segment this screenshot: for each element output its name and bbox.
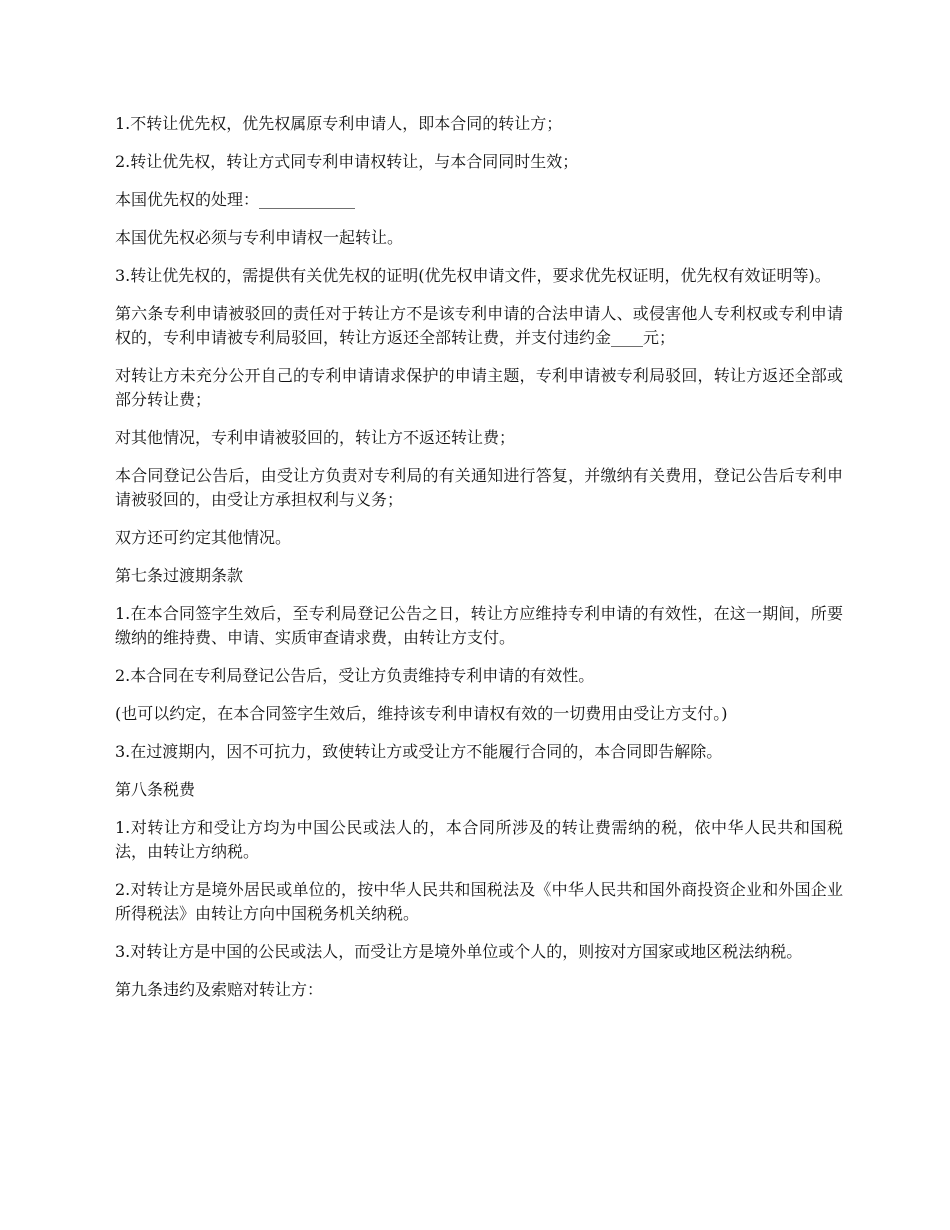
paragraph-transition-2: 2.本合同在专利局登记公告后，受让方负责维持专利申请的有效性。 [115, 666, 595, 685]
paragraph-article-6: 第六条专利申请被驳回的责任对于转让方不是该专利申请的合法申请人、或侵害他人专利权或专利申请权的，专利申请被专利局驳回，转让方返还全部转让费，并支付违约金____元； [115, 304, 843, 347]
paragraph-transition-alt: (也可以约定，在本合同签字生效后，维持该专利申请权有效的一切费用由受让方支付。) [115, 704, 728, 723]
heading-article-7: 第七条过渡期条款 [115, 566, 244, 585]
paragraph-transition-1: 1.在本合同签字生效后，至专利局登记公告之日，转让方应维持专利申请的有效性，在这一期间，所要缴纳的维持费、申请、实质审查请求费，由转让方支付。 [115, 604, 843, 647]
paragraph-transition-3: 3.在过渡期内，因不可抗力，致使转让方或受让方不能履行合同的，本合同即告解除。 [115, 742, 723, 761]
paragraph-domestic-priority-handling: 本国优先权的处理：____________ [115, 190, 356, 209]
paragraph-other-agreements: 双方还可约定其他情况。 [115, 528, 292, 547]
document-page [115, 112, 843, 1016]
paragraph-tax-2: 2.对转让方是境外居民或单位的，按中华人民共和国税法及《中华人民共和国外商投资企业和外国企业所得税法》由转让方向中国税务机关纳税。 [115, 880, 843, 923]
paragraph-priority-transferred: 2.转让优先权，转让方式同专利申请权转让，与本合同同时生效； [115, 152, 579, 171]
heading-article-8: 第八条税费 [115, 780, 196, 799]
paragraph-tax-3: 3.对转让方是中国的公民或法人，而受让方是境外单位或个人的，则按对方国家或地区税法纳税。 [115, 942, 803, 961]
paragraph-priority-proof: 3.转让优先权的，需提供有关优先权的证明(优先权申请文件，要求优先权证明，优先权有效证明等)。 [115, 266, 831, 285]
paragraph-priority-not-transferred: 1.不转让优先权，优先权属原专利申请人，即本合同的转让方； [115, 114, 563, 133]
paragraph-other-rejection: 对其他情况，专利申请被驳回的，转让方不返还转让费； [115, 428, 516, 447]
paragraph-after-announcement: 本合同登记公告后，由受让方负责对专利局的有关通知进行答复，并缴纳有关费用，登记公告后专利申请被驳回的，由受让方承担权利与义务； [115, 466, 843, 509]
paragraph-domestic-priority-rule: 本国优先权必须与专利申请权一起转让。 [115, 228, 404, 247]
heading-article-9: 第九条违约及索赔对转让方： [115, 980, 324, 999]
paragraph-insufficient-disclosure: 对转让方未充分公开自己的专利申请请求保护的申请主题，专利申请被专利局驳回，转让方返还全部或部分转让费； [115, 366, 843, 409]
paragraph-tax-1: 1.对转让方和受让方均为中国公民或法人的，本合同所涉及的转让费需纳的税，依中华人民共和国税法，由转让方纳税。 [115, 818, 843, 861]
